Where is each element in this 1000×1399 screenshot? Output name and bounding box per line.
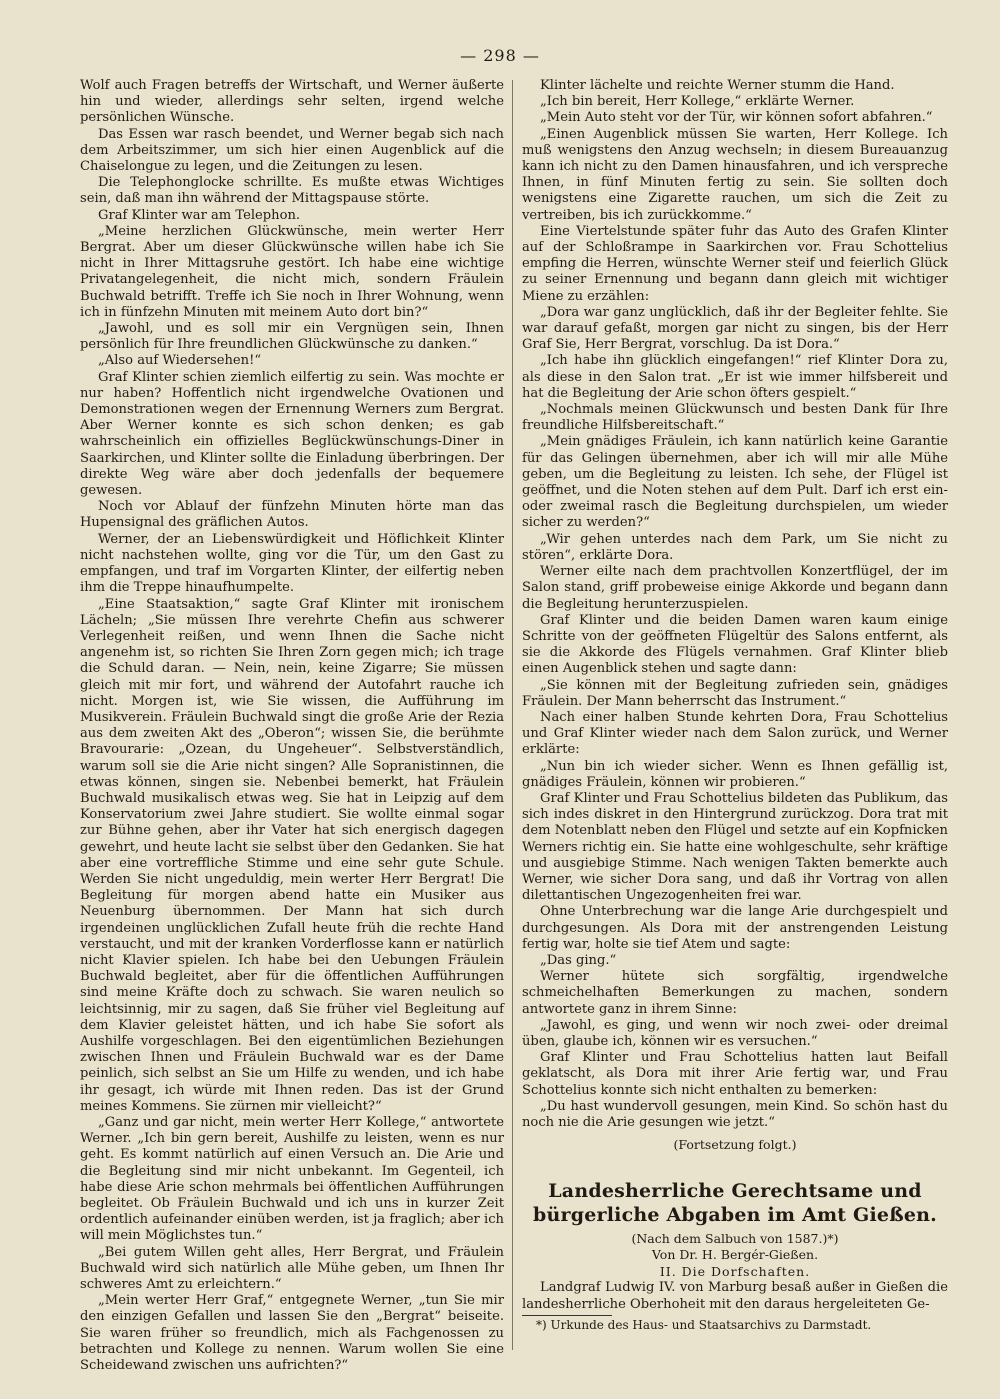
paragraph: „Nochmals meinen Glückwunsch und besten Dank für Ihre freundliche Hilfsbereitschaft.“: [522, 402, 948, 434]
footnote-rule: [522, 1315, 612, 1316]
left-column: [80, 78, 504, 1374]
paragraph: Die Telephonglocke schrillte. Es mußte etwas Wichtiges sein, daß man ihn während der Mittagspause störte.: [80, 175, 504, 207]
paragraph: „Sie können mit der Begleitung zufrieden sein, gnädiges Fräulein. Der Mann beherrscht das Instrument.“: [522, 677, 948, 709]
paragraph: „Ganz und gar nicht, mein werter Herr Kollege,“ antwortete Werner. „Ich bin gern bereit, Aushilfe zu leisten, wenn es nur geht. Es kommt natürlich auf einen Versuch an. Die Arie und die Begleitung sind mir nicht unbekannt. Im Gegenteil, ich habe diese Arie schon mehrmals bei öffentlichen Aufführungen begleitet. Ob Fräulein Buchwald und ich uns in kurzer Zeit ordentlich aufeinander einüben werden, ist ja fraglich; aber ich will mein Möglichstes tun.“: [80, 1115, 504, 1244]
paragraph: „Jawohl, und es soll mir ein Vergnügen sein, Ihnen persönlich für Ihre freundlichen Glückwünsche zu danken.“: [80, 321, 504, 353]
paragraph: „Jawohl, es ging, und wenn wir noch zwei- oder dreimal üben, glaube ich, können wir es versuchen.“: [522, 1017, 948, 1049]
footnote: *) Urkunde des Haus- und Staatsarchivs zu Darmstadt.: [536, 1317, 872, 1332]
paragraph: „Mein werter Herr Graf,“ entgegnete Werner, „tun Sie mir den einzigen Gefallen und lassen Sie den „Bergrat“ beiseite. Sie waren früher so freundlich, mich als Fachgenossen zu betrachten und Kollege zu nennen. Warum wollen Sie eine Scheidewand zwischen uns aufrichten?“: [80, 1293, 504, 1374]
paragraph: Ohne Unterbrechung war die lange Arie durchgespielt und durchgesungen. Als Dora mit der anstrengenden Leistung fertig war, holte sie tief Atem und sagte:: [522, 904, 948, 952]
paragraph: Eine Viertelstunde später fuhr das Auto des Grafen Klinter auf der Schloßrampe in Saarkirchen vor. Frau Schottelius empfing die Herren, wünschte Werner steif und feierlich Glück zu seiner Ernennung und begann dann gleich mit wichtiger Miene zu erzählen:: [522, 223, 948, 304]
paragraph: „Mein Auto steht vor der Tür, wir können sofort abfahren.“: [540, 110, 933, 126]
paragraph: Noch vor Ablauf der fünfzehn Minuten hörte man das Hupensignal des gräflichen Autos.: [80, 499, 504, 531]
paragraph: „Ich habe ihn glücklich eingefangen!“ rief Klinter Dora zu, als diese in den Salon trat. „Er ist wie immer hilfsbereit und hat die Begleitung der Arie schon öfters gespielt.“: [522, 353, 948, 401]
paragraph: „Das ging.“: [540, 952, 617, 968]
paragraph: „Mein gnädiges Fräulein, ich kann natürlich keine Garantie für das Gelingen übernehmen, aber ich will mir alle Mühe geben, um die Begleitung zu leisten. Ich sehe, der Flügel ist geöffnet, und die Noten stehen auf dem Pult. Darf ich erst ein- oder zweimal rasch die Begleitung durchspielen, um wieder sicher zu werden?“: [522, 434, 948, 531]
article-source: (Nach dem Salbuch von 1587.)*): [631, 1231, 839, 1247]
paragraph: „Du hast wundervoll gesungen, mein Kind. So schön hast du noch nie die Arie gesungen wie jetzt.“: [522, 1098, 948, 1130]
paragraph: „Ich bin bereit, Herr Kollege,“ erklärte Werner.: [540, 94, 855, 110]
article-author: Von Dr. H. Bergér-Gießen.: [651, 1247, 819, 1263]
continuation-note: (Fortsetzung folgt.): [673, 1137, 797, 1153]
page-number: — 298 —: [460, 46, 540, 65]
paragraph: Graf Klinter schien ziemlich eilfertig zu sein. Was mochte er nur haben? Hoffentlich nicht irgendwelche Ovationen und Demonstrationen wegen der Ernennung Werners zum Bergrat. Aber Werner konnte es sich schon denken; es gab wahrscheinlich ein offizielles Beglückwünschungs-Diner in Saarkirchen, und Klinter sollte die Einladung überbringen. Der direkte Weg wäre aber doch jedenfalls der bequemere gewesen.: [80, 369, 504, 499]
paragraph: Werner, der an Liebenswürdigkeit und Höflichkeit Klinter nicht nachstehen wollte, ging vor die Tür, um den Gast zu empfangen, und traf im Vorgarten Klinter, der eilfertig neben ihm die Treppe hinaufhumpelte.: [80, 531, 504, 596]
article-title: Landesherrliche Gerechtsame und bürgerliche Abgaben im Amt Gießen.: [533, 1180, 937, 1227]
novel-continuation-text: [522, 78, 948, 1131]
paragraph: „Also auf Wiedersehen!“: [98, 353, 262, 369]
paragraph: Werner eilte nach dem prachtvollen Konzertflügel, der im Salon stand, griff probeweise einige Akkorde und begann dann die Begleitung herunterzuspielen.: [522, 564, 948, 612]
paragraph: Werner hütete sich sorgfältig, irgendwelche schmeichelhaften Bemerkungen zu machen, sondern antwortete ganz in ihrem Sinne:: [522, 969, 948, 1017]
paragraph: Klinter lächelte und reichte Werner stumm die Hand.: [540, 78, 895, 93]
paragraph: „Meine herzlichen Glückwünsche, mein werter Herr Bergrat. Aber um dieser Glückwünsche willen habe ich Sie nicht in Ihrer Mittagsruhe gestört. Ich habe eine wichtige Privatangelegenheit, die nicht mich, sondern Fräulein Buchwald betrifft. Treffe ich Sie noch in Ihrer Wohnung, wenn ich in fünfzehn Minuten mit meinem Auto dort bin?“: [80, 223, 504, 320]
paragraph: Das Essen war rasch beendet, und Werner begab sich nach dem Arbeitszimmer, um sich hier einen Augenblick auf die Chaiselongue zu legen, und die Zeitungen zu lesen.: [80, 126, 504, 175]
paragraph: Graf Klinter war am Telephon.: [98, 207, 301, 223]
right-column: [522, 78, 948, 1333]
paragraph: „Dora war ganz unglücklich, daß ihr der Begleiter fehlte. Sie war darauf gefaßt, morgen gar nicht zu singen, bis der Herr Graf Sie, Herr Bergrat, vorschlug. Da ist Dora.“: [522, 304, 948, 353]
paragraph: „Wir gehen unterdes nach dem Park, um Sie nicht zu stören“, erklärte Dora.: [522, 531, 948, 563]
paragraph: Nach einer halben Stunde kehrten Dora, Frau Schottelius und Graf Klinter wieder nach dem Salon zurück, und Werner erklärte:: [522, 709, 948, 758]
paragraph: „Eine Staatsaktion,“ sagte Graf Klinter mit ironischem Lächeln; „Sie müssen Ihre verehrte Chefin aus schwerer Verlegenheit reißen, und wenn Ihnen die Sache nicht angenehm ist, so richten Sie Ihren Zorn gegen mich; ich trage die Schuld daran. — Nein, nein, keine Zigarre; Sie müssen gleich mit mir fort, und während der Autofahrt rauche ich nicht. Morgen ist, wie Sie wissen, die Aufführung im Musikverein. Fräulein Buchwald singt die große Arie der Rezia aus dem zweiten Akt des „Oberon“; wissen Sie, die berühmte Bravourarie: „Ozean, du Ungeheuer“. Selbstverständlich, warum soll sie die Arie nicht singen? Alle Sopranistinnen, die etwas können, singen sie. Nebenbei bemerkt, hat Fräulein Buchwald musikalisch etwas weg. Sie hat in Leipzig auf dem Konservatorium zwei Jahre studiert. Sie wollte einmal sogar zur Bühne gehen, aber ihr Vater hat sich energisch dagegen gewehrt, und heute lacht sie selbst über den Gedanken. Sie hat aber eine vortreffliche Stimme und eine sehr gute Schule. Werden Sie nicht ungeduldig, mein werter Herr Bergrat! Die Begleitung für morgen abend hatte ein Musiker aus Neuenburg übernommen. Der Mann hat sich durch irgendeinen unglücklichen Zufall heute früh die rechte Hand verstaucht, und mit der kranken Vorderflosse kann er natürlich nicht Klavier spielen. Ich habe bei den Uebungen Fräulein Buchwald begleitet, aber für die öffentlichen Aufführungen sind meine Kräfte doch zu schwach. Sie waren neulich so leichtsinnig, mir zu sagen, daß Sie früher viel Begleitung auf dem Klavier geleistet hätten, und ich habe Sie sofort als Aushilfe vorgeschlagen. Bei den eigentümlichen Beziehungen zwischen Ihnen und Fräulein Buchwald war es der Dame peinlich, sich selbst an Sie um Hilfe zu wenden, und ich habe ihr gesagt, ich würde mit Ihnen reden. Das ist der Grund meines Kommens. Sie zürnen mir vielleicht?“: [80, 596, 504, 1114]
section-heading: II. Die Dorfschaften.: [659, 1264, 811, 1280]
paragraph: „Bei gutem Willen geht alles, Herr Bergrat, und Fräulein Buchwald wird sich natürlich alle Mühe geben, um Ihnen Ihr schweres Amt zu erleichtern.“: [80, 1244, 504, 1293]
paragraph: Graf Klinter und Frau Schottelius bildeten das Publikum, das sich indes diskret in den Hintergrund zurückzog. Dora trat mit dem Notenblatt neben den Flügel und setzte auf ein Kopfnicken Werners richtig ein. Sie hatte eine wohlgeschulte, sehr kräftige und ausgiebige Stimme. Nach wenigen Takten bemerkte auch Werner, wie sicher Dora sang, und daß ihr Vortrag von allen dilettantischen Ungezogenheiten frei war.: [522, 790, 948, 904]
column-divider: [512, 80, 513, 1350]
paragraph: „Einen Augenblick müssen Sie warten, Herr Kollege. Ich muß wenigstens den Anzug wechseln; in diesem Bureauanzug kann ich nicht zu den Damen hinausfahren, und ich verspreche Ihnen, in fünf Minuten fertig zu sein. Sie sollten doch wenigstens eine Zigarette rauchen, um sich die Zeit zu vertreiben, bis ich zurückkomme.“: [522, 126, 948, 223]
paragraph: Graf Klinter und Frau Schottelius hatten laut Beifall geklatscht, als Dora mit ihrer Arie fertig war, und Frau Schottelius konnte sich nicht enthalten zu bemerken:: [522, 1050, 948, 1098]
article-body: Landgraf Ludwig IV. von Marburg besaß außer in Gießen die landesherrliche Oberhoheit mit den daraus hergeleiteten Ge-: [522, 1280, 948, 1312]
paragraph: „Nun bin ich wieder sicher. Wenn es Ihnen gefällig ist, gnädiges Fräulein, können wir probieren.“: [522, 758, 948, 790]
paragraph: Wolf auch Fragen betreffs der Wirtschaft, und Werner äußerte hin und wieder, allerdings sehr selten, irgend welche persönlichen Wünsche.: [80, 78, 504, 126]
paragraph: Graf Klinter und die beiden Damen waren kaum einige Schritte von der geöffneten Flügeltür des Salons entfernt, als sie die Akkorde des Flügels vernahmen. Graf Klinter blieb einen Augenblick stehen und sagte dann:: [522, 612, 948, 677]
